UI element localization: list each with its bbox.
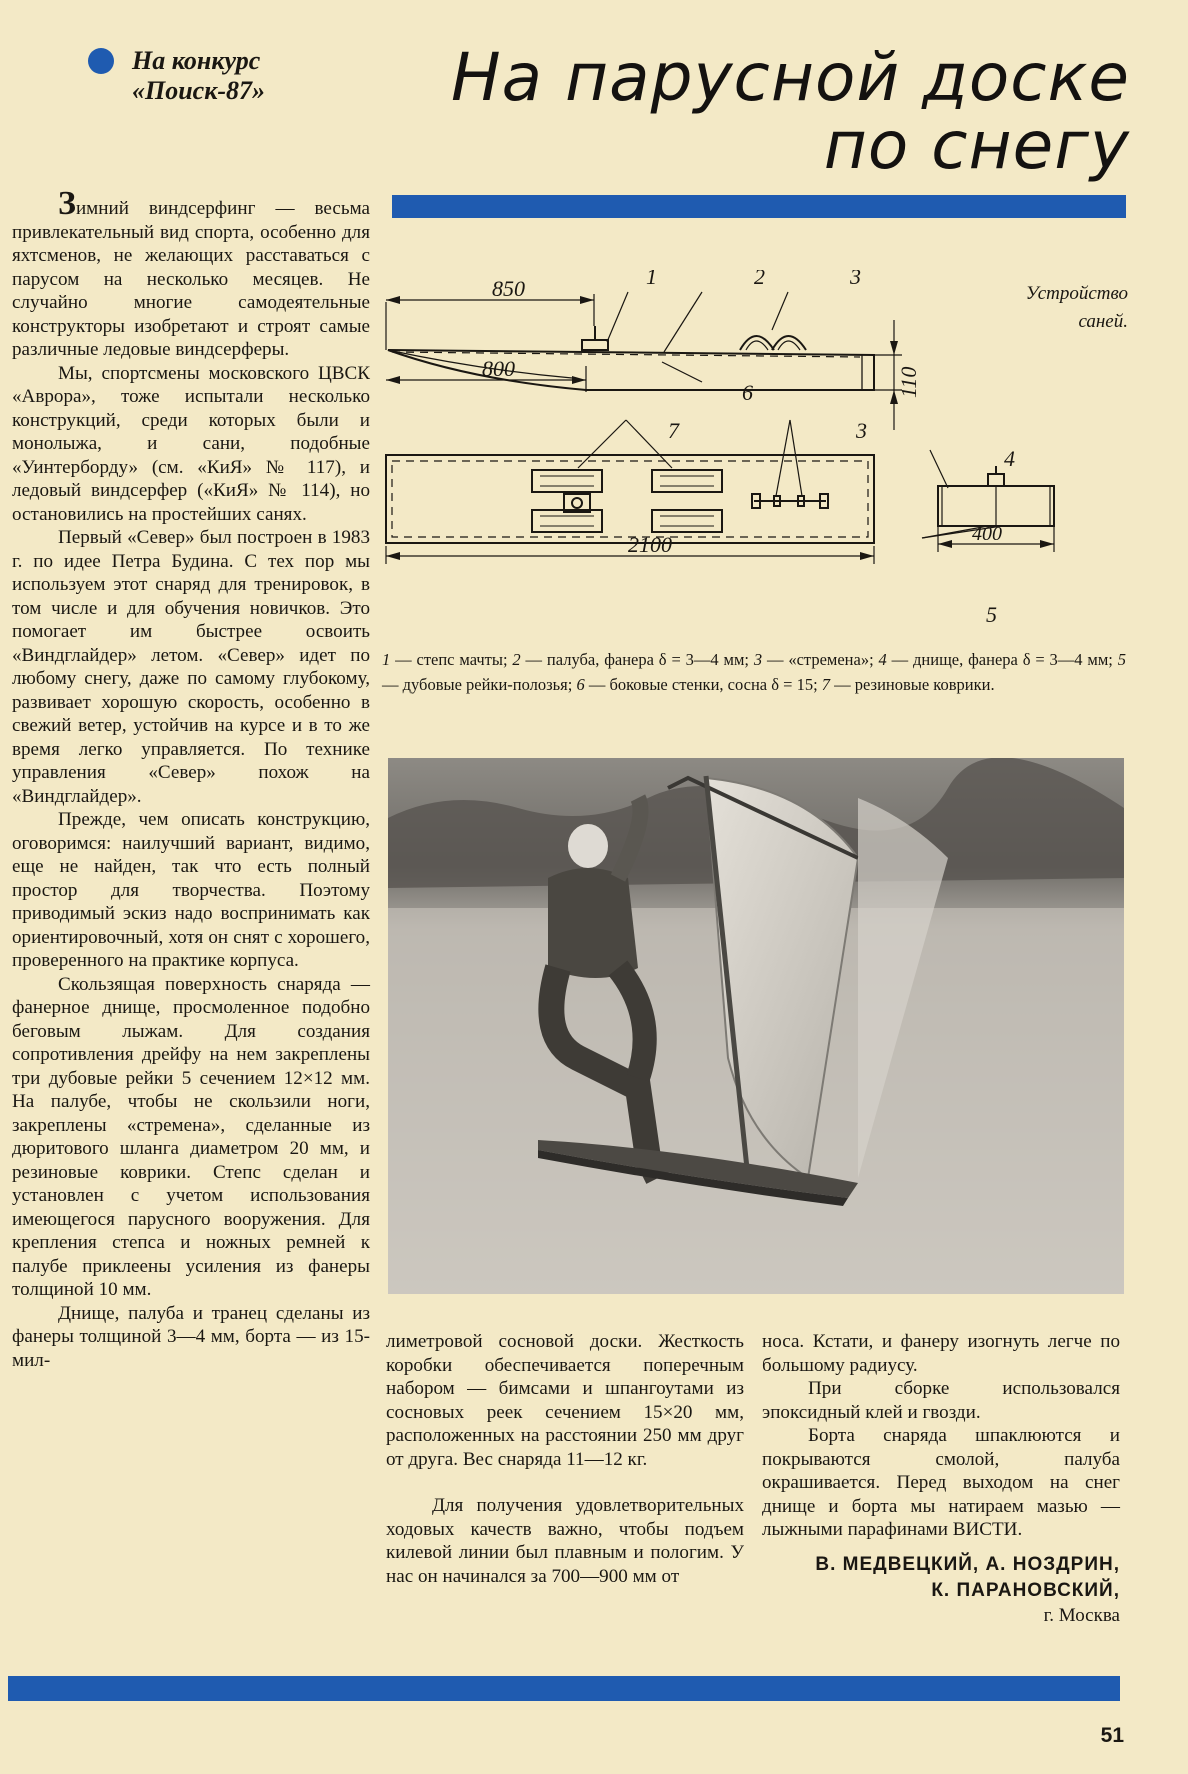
label-1: 1 <box>646 270 657 289</box>
label-5: 5 <box>986 602 997 627</box>
sled-diagram <box>382 270 1128 632</box>
paragraph-4: Прежде, чем описать конструкцию, оговоримся: наилучший вариант, видимо, еще не найден, так что есть полный простор для творчества. Поэтому приводимый эскиз надо воспринимать как ориентировочный, хотя он снят с хорошего, проверенного на практике корпуса. <box>12 809 370 971</box>
paragraph-6: Днище, палуба и транец сделаны из фанеры толщиной 3—4 мм, борта — из 15-мил- <box>12 1302 370 1371</box>
text-column-right <box>762 1330 1120 1627</box>
rubric-line-1: На конкурс <box>132 46 261 75</box>
author-city: г. Москва <box>1043 1604 1120 1626</box>
paragraph-10: При сборке использовался эпоксидный клей и гвозди. <box>762 1378 1120 1423</box>
title-line-2: по снегу <box>823 107 1130 184</box>
dim-800: 800 <box>482 356 515 381</box>
paragraph-11: Борта снаряда шпаклюются и покрываются смолой, палуба окрашивается. Перед выходом на снег днище и борта мы натираем мазью — лыжными парафинами ВИСТИ. <box>762 1425 1120 1540</box>
figure-title: Устройство саней. <box>1025 283 1128 332</box>
paragraph-3: Первый «Север» был построен в 1983 г. по идее Петра Будина. С тех пор мы используем этот снаряд для тренировок, в том числе и для обучения новичков. Это помогает им быстрее освоить «Виндглайдер» летом. «Север» идет по любому снегу, даже по самому глубокому, развивает хорошую скорость, особенно в свежий ветер, устойчив на курсе и в то же время легко управляется. По технике управления «Север» похож на «Виндглайдер». <box>12 527 370 807</box>
caption-item-1: 1 — степс мачты; <box>382 650 513 669</box>
label-3-plan: 3 <box>856 418 867 443</box>
hull-plan-view <box>386 455 874 543</box>
title-line-1: На парусной доске <box>450 39 1130 116</box>
dim-400: 400 <box>972 523 1002 545</box>
drop-cap: З <box>58 185 76 222</box>
paragraph-1: Зимний виндсерфинг — весьма привлекательный вид спорта, особенно для яхтсменов, не желающих расставаться с парусом на несколько месяцев. Не случайно многие самодеятельные конструкторы изобретают и строят самые различные ледовые виндсерферы. <box>12 185 370 360</box>
authors-line-1: В. МЕДВЕЦКИЙ, А. НОЗДРИН, <box>815 1553 1120 1575</box>
rubric-line-2: «Поиск-87» <box>132 76 266 105</box>
stirrup-side-2 <box>772 336 806 350</box>
paragraph-2: Мы, спортсмены московского ЦВСК «Аврора», тоже испытали несколько конструкций, среди которых были и монолыжа, и сани, подобные «Уинтерборду» (см. «КиЯ» № 117), и ледовый виндсерфер («КиЯ» № 114), но остановились на простейших санях. <box>12 362 370 525</box>
mat-3 <box>532 510 602 532</box>
caption-item-5: 5 — дубовые рейки-полозья; <box>382 650 1127 694</box>
page-number: 51 <box>1100 1724 1124 1747</box>
paragraph-8: Для получения удовлетворительных ходовых качеств важно, чтобы подъем килевой линии был плавным и пологим. У нас он начинался за 700—900 мм от <box>386 1495 744 1587</box>
label-2: 2 <box>754 270 765 289</box>
mast-step-side <box>582 340 608 350</box>
dim-850: 850 <box>492 276 525 301</box>
label-4: 4 <box>1004 446 1015 471</box>
stirrup-side-1 <box>740 336 774 350</box>
caption-item-7: 7 — резиновые коврики. <box>821 675 995 694</box>
bottom-rule <box>8 1676 1120 1701</box>
caption-item-4: 4 — днище, фанера δ = 3—4 мм; <box>878 650 1118 669</box>
rubric <box>132 46 265 106</box>
figure-caption <box>382 647 1126 697</box>
caption-item-6: 6 — боковые стенки, сосна δ = 15; <box>576 675 822 694</box>
dim-2100: 2100 <box>628 532 672 557</box>
windsurfer-photo <box>388 758 1124 1294</box>
article-title <box>450 39 1130 184</box>
label-7: 7 <box>668 418 679 443</box>
paragraph-5: Скользящая поверхность снаряда — фанерное днище, просмоленное подобно беговым лыжам. Для создания сопротивления дрейфу на нем закреплены три дубовые рейки 5 сечением 12×12 мм. На палубе, чтобы не скользили ноги, закреплены «стремена», сделанные из дюритового шланга диаметром 20 мм, и резиновые коврики. Степс сделан и установлен с учетом использования имеющегося парусного вооружения. Для крепления степса и ножных ремней к палубе приклеены усиления из фанеры толщиной 10 мм. <box>12 973 370 1300</box>
mat-2 <box>652 470 722 492</box>
paragraph-9: носа. Кстати, и фанеру изогнуть легче по большому радиусу. <box>762 1331 1120 1376</box>
caption-item-2: 2 — палуба, фанера δ = 3—4 мм; <box>512 650 754 669</box>
text-column-middle <box>386 1330 744 1588</box>
surfer-body <box>548 868 638 978</box>
authors-line-2: К. ПАРАНОВСКИЙ, <box>931 1579 1120 1601</box>
label-6: 6 <box>742 380 753 405</box>
top-rule <box>392 195 1126 218</box>
mat-1 <box>532 470 602 492</box>
mat-4 <box>652 510 722 532</box>
label-3: 3 <box>850 270 861 289</box>
text-column-left <box>12 185 370 1372</box>
rubric-bullet <box>88 48 114 74</box>
surfer-head <box>568 824 608 868</box>
caption-item-3: 3 — «стремена»; <box>753 650 879 669</box>
dim-110: 110 <box>896 366 921 398</box>
paragraph-7: лиметровой сосновой доски. Жесткость коробки обеспечивается поперечным набором — бимсами и шпангоутами из сосновых реек сечением 15×20 мм, расположенных на расстоянии 250 мм друг от друга. Вес снаряда 11—12 кг. <box>386 1331 744 1470</box>
